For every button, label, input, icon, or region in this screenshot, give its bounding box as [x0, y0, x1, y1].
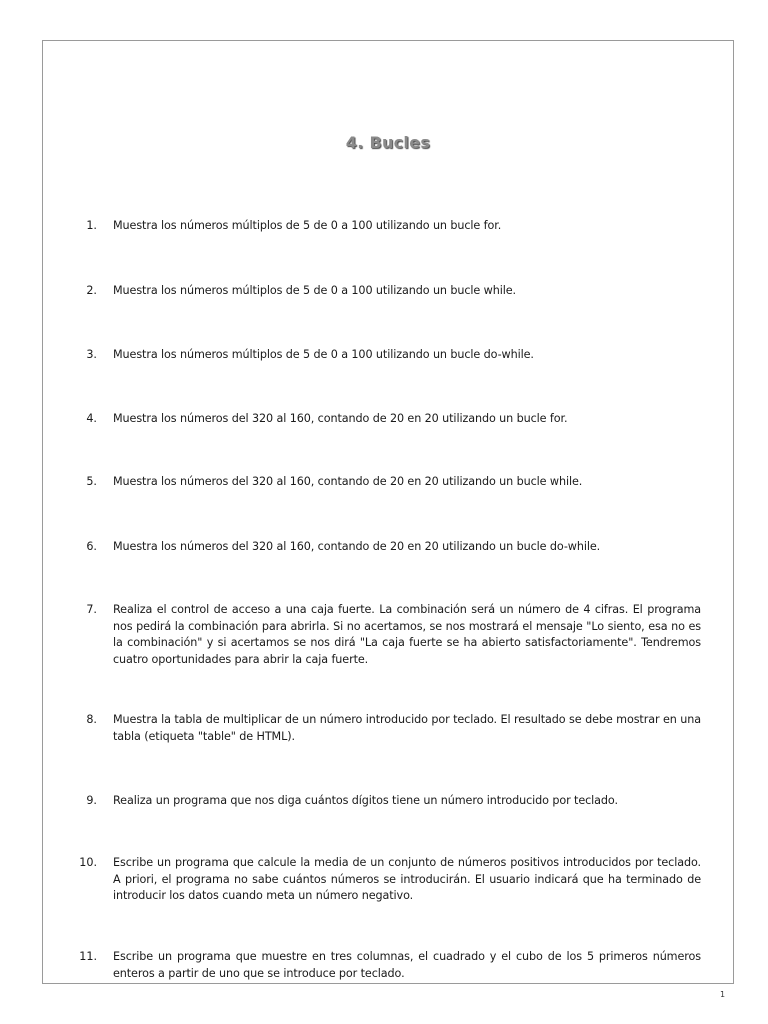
- exercise-number: 4.: [86, 412, 97, 425]
- exercise-number: 3.: [86, 348, 97, 361]
- exercise-text: Realiza un programa que nos diga cuántos dígitos tiene un número introducido por teclado.: [113, 794, 618, 807]
- exercise-text: Muestra los números del 320 al 160, contando de 20 en 20 utilizando un bucle do-while.: [113, 540, 601, 553]
- exercise-number: 7.: [86, 603, 97, 616]
- exercise-text: Escribe un programa que calcule la media de un conjunto de números positivos introducidos por teclado. A priori, el programa no sabe cuántos números se introducirán. El usuario indicará que ha terminado de introducir los datos cuando meta un número negativo.: [113, 856, 701, 902]
- exercise-number: 6.: [86, 540, 97, 553]
- exercise-text: Muestra la tabla de multiplicar de un número introducido por teclado. El resultado se debe mostrar en una tabla (etiqueta "table" de HTML).: [113, 713, 701, 743]
- document-title: 4. Bucles: [345, 133, 431, 152]
- exercise-text: Muestra los números múltiplos de 5 de 0 a 100 utilizando un bucle while.: [113, 284, 516, 297]
- exercise-text: Muestra los números del 320 al 160, contando de 20 en 20 utilizando un bucle while.: [113, 475, 583, 488]
- exercise-number: 2.: [86, 284, 97, 297]
- exercise-number: 9.: [86, 794, 97, 807]
- exercise-text: Realiza el control de acceso a una caja fuerte. La combinación será un número de 4 cifras. El programa nos pedirá la combinación para abrirla. Si no acertamos, se nos mostrará el mensaje "Lo siento, esa no es la combinación" y si acertamos se nos dirá "La caja fuerte se ha abierto satisfactoriamente". Tendremos cuatro oportunidades para abrir la caja fuerte.: [113, 603, 701, 666]
- exercise-text: Muestra los números múltiplos de 5 de 0 a 100 utilizando un bucle for.: [113, 219, 502, 232]
- exercise-number: 10.: [79, 856, 97, 869]
- exercise-number: 5.: [86, 475, 97, 488]
- page-number: 1: [720, 990, 726, 999]
- document-page: [42, 40, 734, 984]
- exercise-text: Muestra los números del 320 al 160, contando de 20 en 20 utilizando un bucle for.: [113, 412, 568, 425]
- exercise-number: 8.: [86, 713, 97, 726]
- exercise-number: 11.: [79, 950, 97, 963]
- exercise-text: Muestra los números múltiplos de 5 de 0 a 100 utilizando un bucle do-while.: [113, 348, 534, 361]
- exercise-text: Escribe un programa que muestre en tres columnas, el cuadrado y el cubo de los 5 primeros números enteros a partir de uno que se introduce por teclado.: [113, 950, 701, 980]
- exercise-number: 1.: [86, 219, 97, 232]
